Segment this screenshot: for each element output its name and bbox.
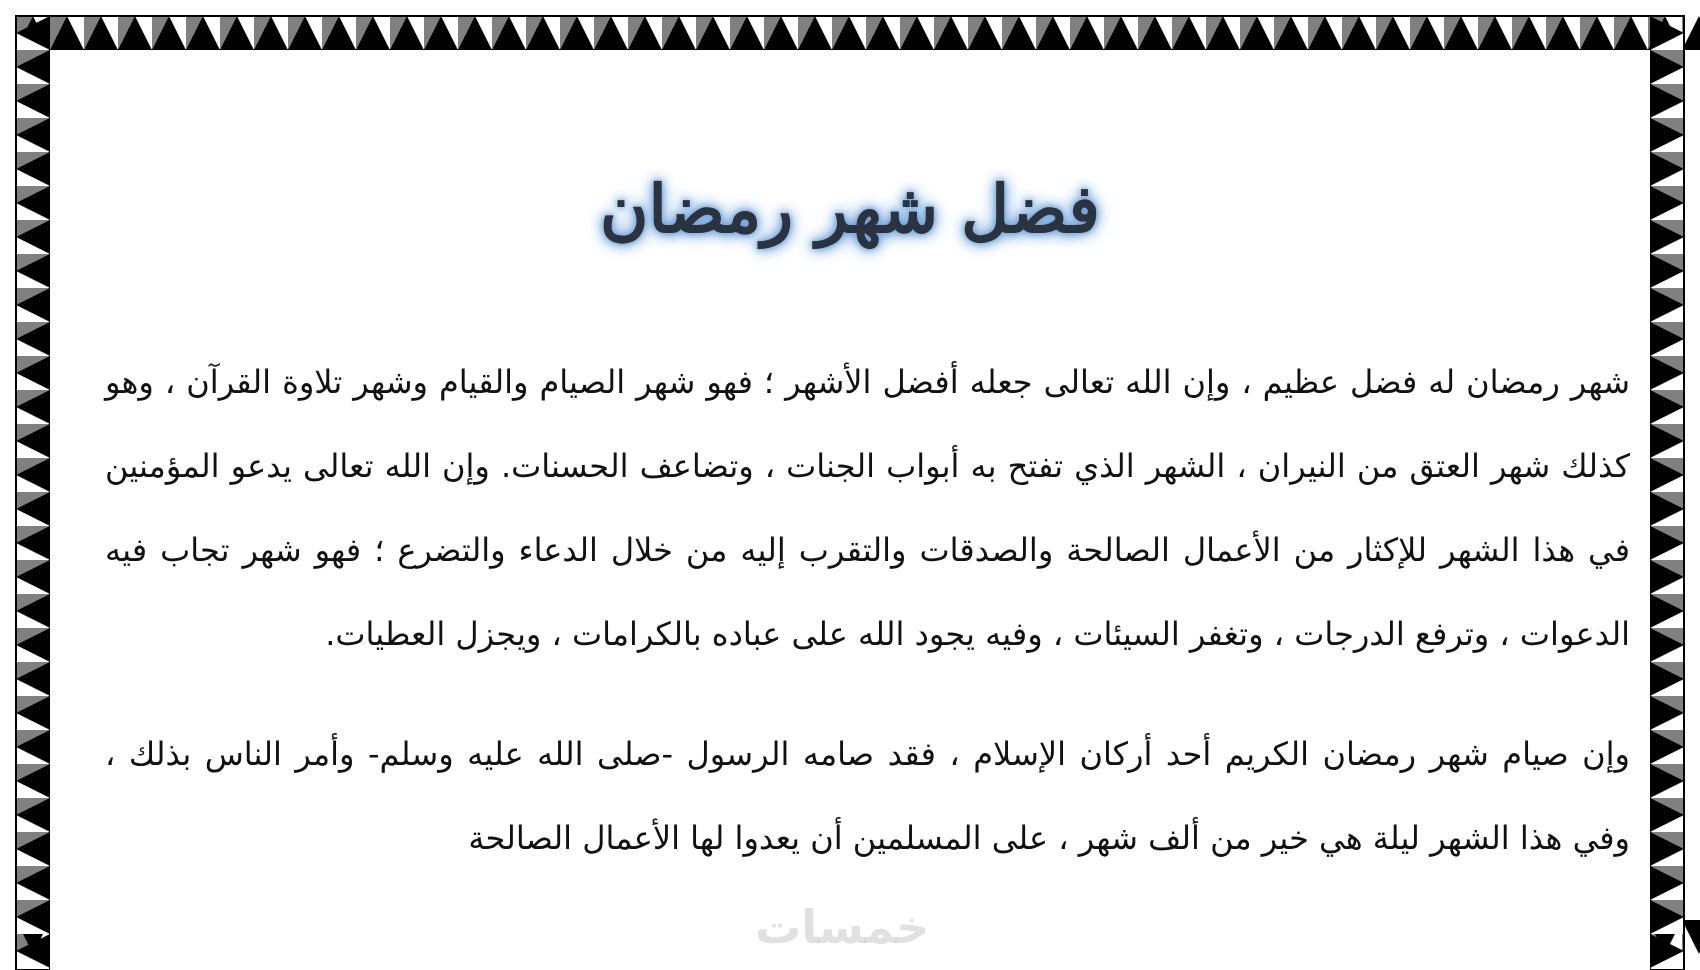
paragraph-1: شهر رمضان له فضل عظيم ، وإن الله تعالى جعله أفضل الأشهر ؛ فهو شهر الصيام والقيام وشهر تلاوة القرآن ، وهو كذلك شهر العتق من النيران ، الشهر الذي تفتح به أبواب الجنات ، وتضاعف الحسنات. وإن الله تعالى يدعو المؤمنين في هذا الشهر للإكثار من الأعمال الصالحة والصدقات والتقرب إليه من خلال الدعاء والتضرع ؛ فهو شهر تجاب فيه الدعوات ، وترفع الدرجات ، وتغفر السيئات ، وفيه يجود الله على عباده بالكرامات ، ويجزل العطيات.	[105, 363, 1630, 653]
watermark-logo: خمسات	[755, 900, 930, 954]
paragraph-2: وإن صيام شهر رمضان الكريم أحد أركان الإسلام ، فقد صامه الرسول -صلى الله عليه وسلم- وأمر الناس بذلك ، وفي هذا الشهر ليلة هي خير من ألف شهر ، على المسلمين أن يعدوا لها الأعمال الصالحة	[105, 735, 1630, 857]
document-body	[105, 340, 1630, 916]
document-page	[50, 50, 1650, 970]
document-title: فضل شهر رمضان	[600, 170, 1100, 248]
